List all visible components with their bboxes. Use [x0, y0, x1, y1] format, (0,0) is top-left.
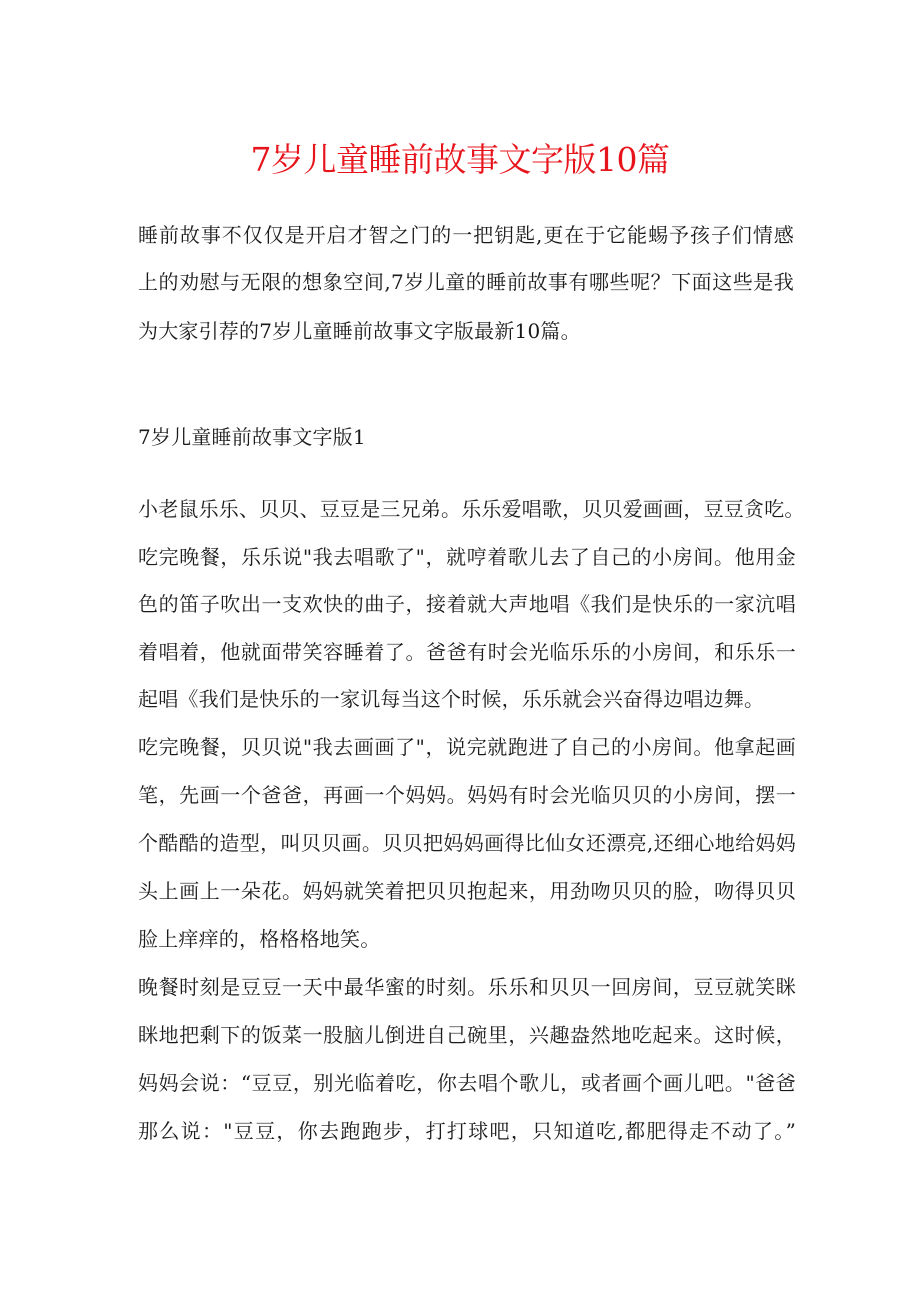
story-line: 脸上痒痒的，格格格地笑。	[138, 927, 381, 951]
document-title: 7岁儿童睡前故事文字版10篇	[250, 140, 670, 179]
story-line: 小老鼠乐乐、贝贝、豆豆是三兄弟。乐乐爱唱歌，贝贝爱画画，豆豆贪吃。	[138, 497, 805, 521]
story-line: 晚餐时刻是豆豆一天中最华蜜的时刻。乐乐和贝贝一回房间，豆豆就笑眯	[138, 975, 796, 999]
story-line: 吃完晚餐，贝贝说"我去画画了"，说完就跑进了自己的小房间。他拿起画	[138, 735, 796, 759]
section-heading: 7岁儿童睡前故事文字版1	[138, 425, 366, 449]
intro-paragraph-line: 上的劝慰与无限的想象空间,7岁儿童的睡前故事有哪些呢？下面这些是我	[138, 270, 794, 294]
story-line: 个酷酷的造型，叫贝贝画。贝贝把妈妈画得比仙女还漂亮,还细心地给妈妈	[138, 831, 796, 855]
story-line: 着唱着，他就面带笑容睡着了。爸爸有时会光临乐乐的小房间，和乐乐一	[138, 640, 796, 664]
story-line: 那么说："豆豆，你去跑跑步，打打球吧，只知道吃,都肥得走不动了。”	[138, 1119, 796, 1143]
story-line: 头上画上一朵花。妈妈就笑着把贝贝抱起来，用劲吻贝贝的脸，吻得贝贝	[138, 879, 796, 903]
intro-paragraph-line: 为大家引荐的7岁儿童睡前故事文字版最新10篇。	[138, 319, 581, 343]
story-line: 起唱《我们是快乐的一家讥每当这个时候，乐乐就会兴奋得边唱边舞。	[138, 687, 765, 711]
story-line: 笔，先画一个爸爸，再画一个妈妈。妈妈有时会光临贝贝的小房间，摆一	[138, 783, 796, 807]
story-line: 妈妈会说：“豆豆，别光临着吃，你去唱个歌儿，或者画个画儿吧。"爸爸	[138, 1071, 796, 1095]
intro-paragraph-line: 睡前故事不仅仅是开启才智之门的一把钥匙,更在于它能蜴予孩子们情感	[138, 223, 794, 247]
story-line: 色的笛子吹出一支欢快的曲子，接着就大声地唱《我们是快乐的一家沆唱	[138, 592, 796, 616]
story-line: 眯地把剩下的饭菜一股脑儿倒进自己碗里，兴趣盎然地吃起来。这时候，	[138, 1023, 796, 1047]
story-line: 吃完晚餐，乐乐说"我去唱歌了"，就哼着歌儿去了自己的小房间。他用金	[138, 545, 796, 569]
